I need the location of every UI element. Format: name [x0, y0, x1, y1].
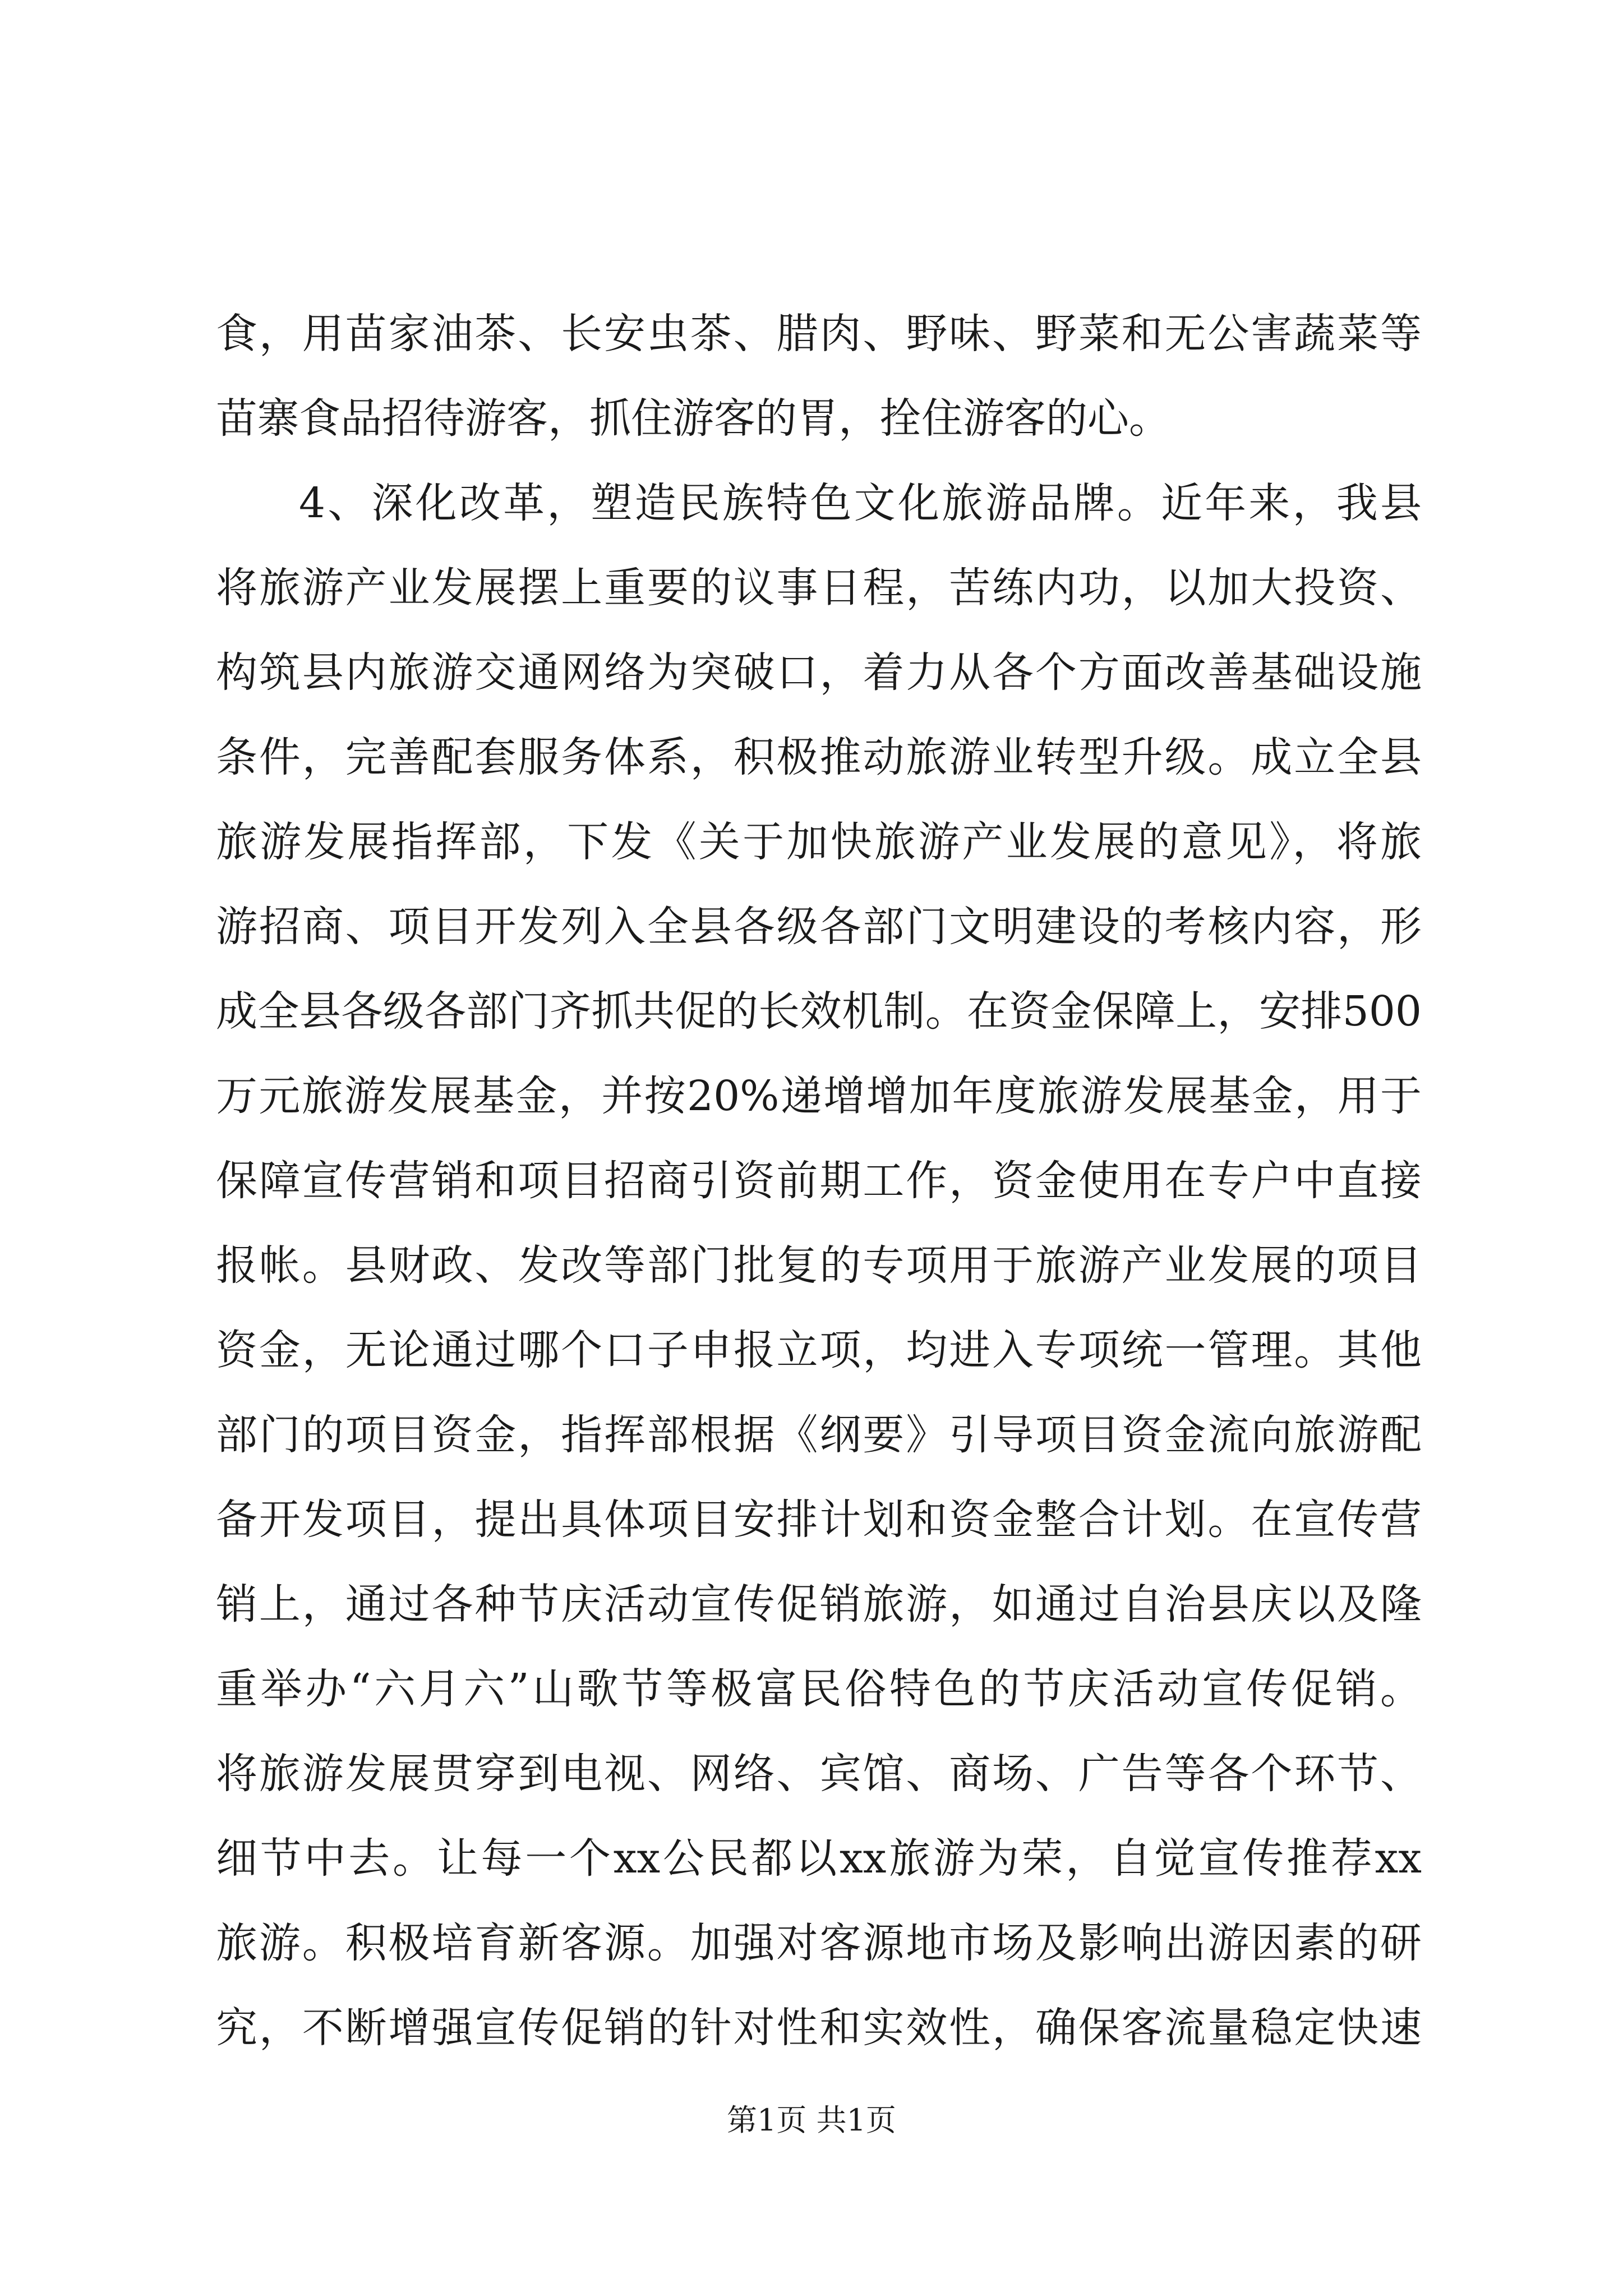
text-line: 成全县各级各部门齐抓共促的长效机制。在资金保障上，安排500 [216, 987, 1422, 1036]
text-line: 旅游发展指挥部，下发《关于加快旅游产业发展的意见》，将旅 [216, 818, 1422, 866]
text-line: 细节中去。让每一个xx公民都以xx旅游为荣，自觉宣传推荐xx [216, 1834, 1422, 1883]
text-line: 究，不断增强宣传促销的针对性和实效性，确保客流量稳定快速 [216, 2004, 1422, 2052]
body-text [216, 292, 1422, 2070]
text-line: 食，用苗家油茶、长安虫茶、腊肉、野味、野菜和无公害蔬菜等 [216, 310, 1422, 358]
text-line: 将旅游产业发展摆上重要的议事日程，苦练内功，以加大投资、 [216, 564, 1422, 612]
text-line: 部门的项目资金，指挥部根据《纲要》引导项目资金流向旅游配 [216, 1411, 1422, 1459]
text-line: 苗寨食品招待游客，抓住游客的胃，拴住游客的心。 [216, 394, 1170, 443]
text-line: 保障宣传营销和项目招商引资前期工作，资金使用在专户中直接 [216, 1157, 1422, 1205]
text-line: 报帐。县财政、发改等部门批复的专项用于旅游产业发展的项目 [216, 1241, 1422, 1290]
text-line: 将旅游发展贯穿到电视、网络、宾馆、商场、广告等各个环节、 [216, 1750, 1422, 1798]
text-line: 条件，完善配套服务体系，积极推动旅游业转型升级。成立全县 [216, 733, 1422, 781]
text-line: 重举办“六月六”山歌节等极富民俗特色的节庆活动宣传促销。 [216, 1665, 1422, 1713]
text-line: 资金，无论通过哪个口子申报立项，均进入专项统一管理。其他 [216, 1326, 1422, 1374]
text-line: 万元旅游发展基金，并按20%递增增加年度旅游发展基金，用于 [216, 1072, 1422, 1120]
page-footer: 第1页 共1页 [727, 2102, 896, 2138]
text-line: 游招商、项目开发列入全县各级各部门文明建设的考核内容，形 [216, 903, 1422, 951]
text-line: 旅游。积极培育新客源。加强对客源地市场及影响出游因素的研 [216, 1919, 1422, 1967]
text-line: 销上，通过各种节庆活动宣传促销旅游，如通过自治县庆以及隆 [216, 1580, 1422, 1628]
text-line: 备开发项目，提出具体项目安排计划和资金整合计划。在宣传营 [216, 1496, 1422, 1544]
text-line: 构筑县内旅游交通网络为突破口，着力从各个方面改善基础设施 [216, 648, 1422, 697]
text-line: 4、深化改革，塑造民族特色文化旅游品牌。近年来，我县 [299, 479, 1422, 527]
